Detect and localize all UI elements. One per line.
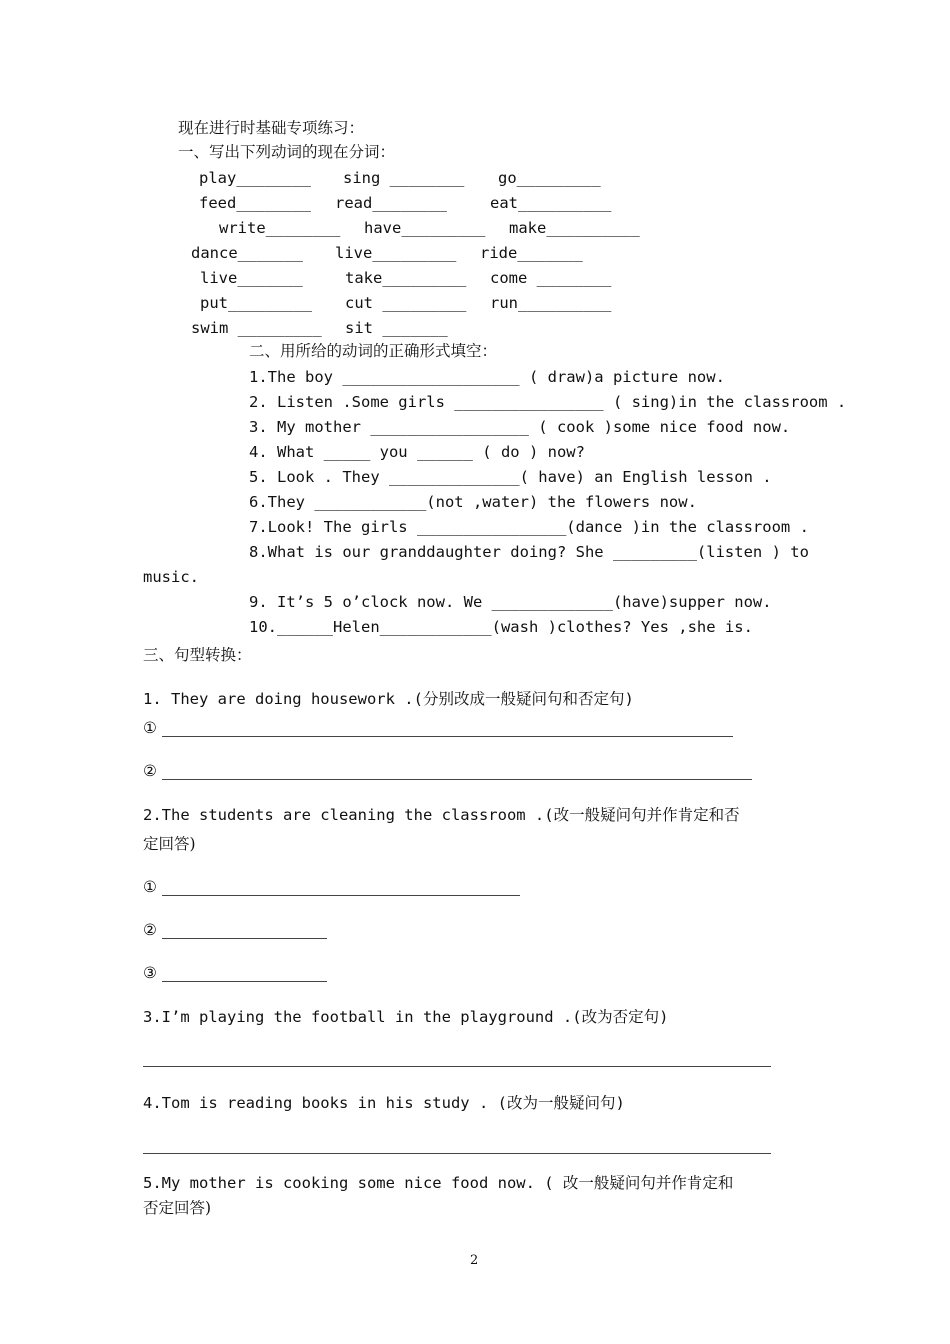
answer-mark-2: ② — [143, 762, 157, 780]
question-3: 3.I’m playing the football in the playground .(改为否定句) — [143, 1008, 669, 1026]
verb-blank: cut _________ — [345, 294, 467, 312]
verb-blank: play________ — [199, 169, 311, 187]
section2-heading: 二、用所给的动词的正确形式填空： — [249, 342, 498, 360]
answer-line — [162, 779, 752, 780]
exercise-item: 7.Look! The girls ________________(dance )in the classroom . — [249, 518, 809, 536]
verb-blank: take_________ — [345, 269, 467, 287]
verb-blank: have_________ — [364, 219, 486, 237]
verb-blank: ride_______ — [480, 244, 583, 262]
answer-mark-1: ① — [143, 719, 157, 737]
section3-heading: 三、句型转换： — [143, 646, 252, 664]
verb-blank: swim _________ — [191, 319, 322, 337]
verb-blank: come ________ — [490, 269, 612, 287]
verb-blank: sit _______ — [345, 319, 448, 337]
answer-mark-2: ② — [143, 921, 157, 939]
section1-heading: 一、写出下列动词的现在分词： — [178, 143, 396, 161]
answer-line — [162, 981, 327, 982]
question-5-continued: 否定回答) — [143, 1199, 212, 1217]
verb-blank: run__________ — [490, 294, 612, 312]
page-number: 2 — [470, 1253, 479, 1268]
page-title: 现在进行时基础专项练习： — [178, 119, 365, 137]
exercise-item: 9. It’s 5 o’clock now. We _____________(have)supper now. — [249, 593, 772, 611]
verb-blank: sing ________ — [343, 169, 465, 187]
verb-blank: read________ — [335, 194, 447, 212]
answer-line — [143, 1153, 771, 1154]
exercise-item: 6.They ____________(not ,water) the flowers now. — [249, 493, 697, 511]
verb-blank: put_________ — [200, 294, 312, 312]
verb-blank: eat__________ — [490, 194, 612, 212]
exercise-item: 3. My mother _________________ ( cook )some nice food now. — [249, 418, 791, 436]
question-4: 4.Tom is reading books in his study . (改为一般疑问句) — [143, 1094, 625, 1112]
answer-line — [162, 736, 733, 737]
question-1: 1. They are doing housework .(分别改成一般疑问句和否定句) — [143, 690, 634, 708]
exercise-item: 10.______Helen____________(wash )clothes? Yes ,she is. — [249, 618, 753, 636]
verb-blank: go_________ — [498, 169, 601, 187]
question-2-continued: 定回答) — [143, 835, 196, 853]
verb-blank: write________ — [219, 219, 341, 237]
exercise-item-continued: music. — [143, 568, 199, 586]
exercise-item: 4. What _____ you ______ ( do ) now? — [249, 443, 585, 461]
exercise-item: 1.The boy ___________________ ( draw)a picture now. — [249, 368, 725, 386]
verb-blank: feed________ — [199, 194, 311, 212]
question-2: 2.The students are cleaning the classroom .(改一般疑问句并作肯定和否 — [143, 806, 740, 824]
verb-blank: live_______ — [200, 269, 303, 287]
question-5: 5.My mother is cooking some nice food now. ( 改一般疑问句并作肯定和 — [143, 1174, 734, 1192]
answer-mark-3: ③ — [143, 964, 157, 982]
verb-blank: dance_______ — [191, 244, 303, 262]
answer-mark-1: ① — [143, 878, 157, 896]
exercise-item: 2. Listen .Some girls ________________ ( sing)in the classroom . — [249, 393, 847, 411]
answer-line — [143, 1066, 771, 1067]
answer-line — [162, 895, 520, 896]
verb-blank: make__________ — [509, 219, 640, 237]
exercise-item: 5. Look . They ______________( have) an English lesson . — [249, 468, 772, 486]
exercise-item: 8.What is our granddaughter doing? She _________(listen ) to — [249, 543, 809, 561]
verb-blank: live_________ — [335, 244, 457, 262]
answer-line — [162, 938, 327, 939]
